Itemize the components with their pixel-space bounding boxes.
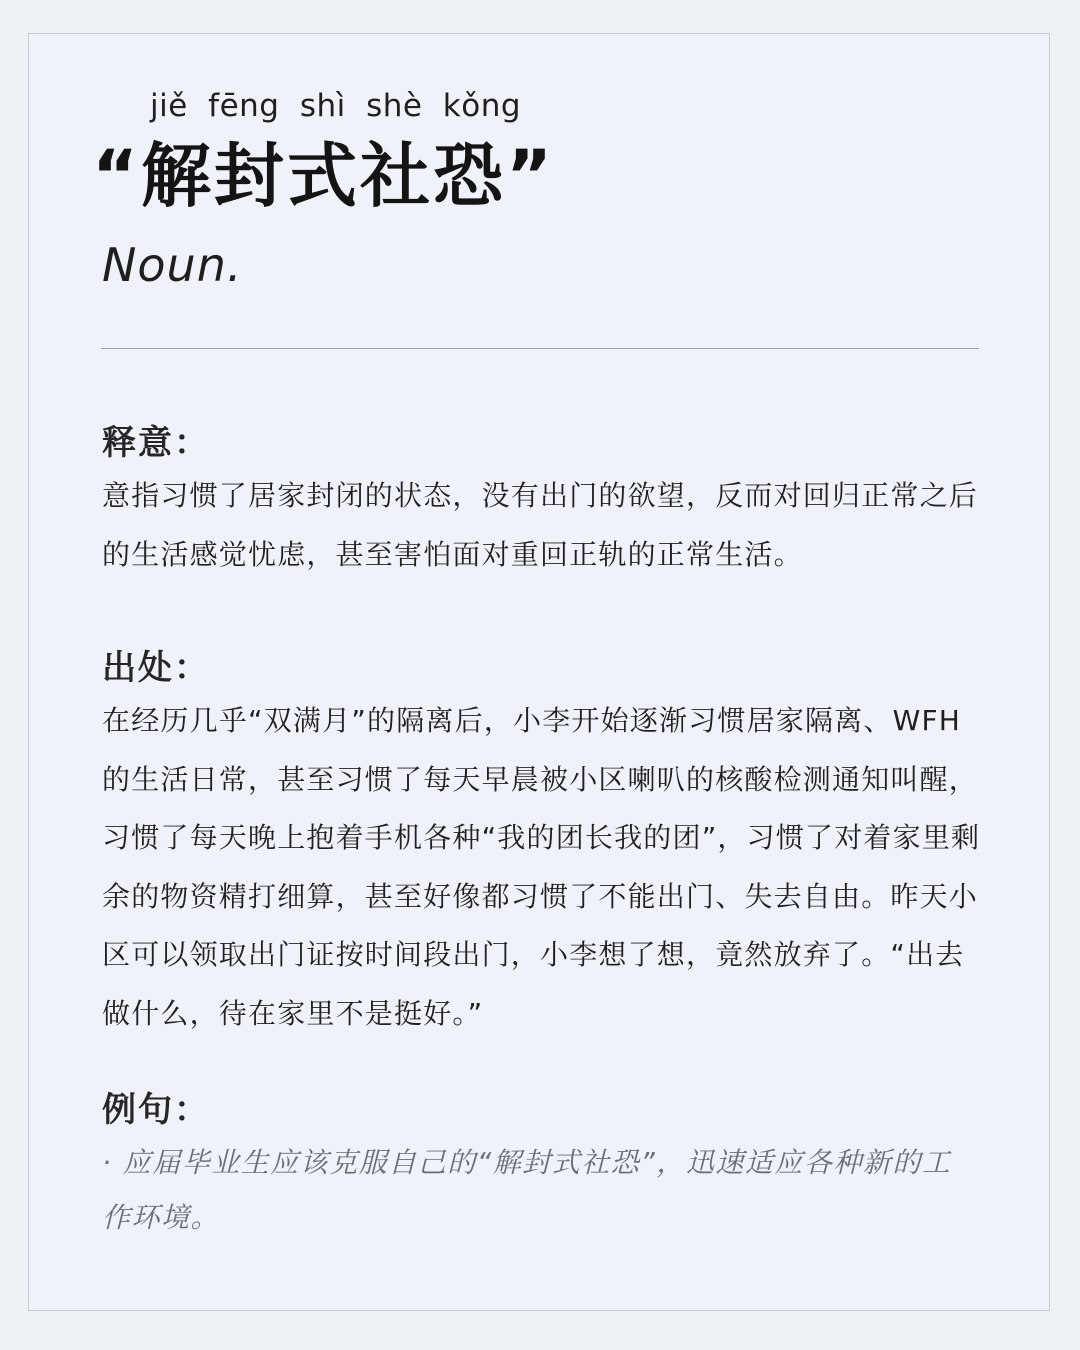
pinyin: jiě fēng shì shè kǒng	[150, 88, 522, 124]
example-title: 例句：	[102, 1090, 210, 1130]
term-title: “解封式社恐”	[92, 135, 556, 217]
example-text: · 应届毕业生应该克服自己的“解封式社恐”，迅速适应各种新的工作环境。	[102, 1146, 952, 1234]
part-of-speech: Noun.	[102, 238, 243, 292]
divider	[101, 348, 979, 349]
origin-title: 出处：	[102, 648, 210, 688]
meaning-title: 释意：	[102, 423, 210, 463]
origin-text: 在经历几乎“双满月”的隔离后，小李开始逐渐习惯居家隔离、WFH 的生活日常，甚至习惯了每天早晨被小区喇叭的核酸检测通知叫醒，习惯了每天晚上抱着手机各种“我的团长我的团”，习惯了对着家里剩余的物资精打细算，甚至好像都习惯了不能出门、失去自由。昨天小区可以领取出门证按时间段出门，小李想了想，竟然放弃了。“出去做什么，待在家里不是挺好。”	[102, 704, 981, 1030]
meaning-text: 意指习惯了居家封闭的状态，没有出门的欲望，反而对回归正常之后的生活感觉忧虑，甚至害怕面对重回正轨的正常生活。	[102, 479, 979, 571]
